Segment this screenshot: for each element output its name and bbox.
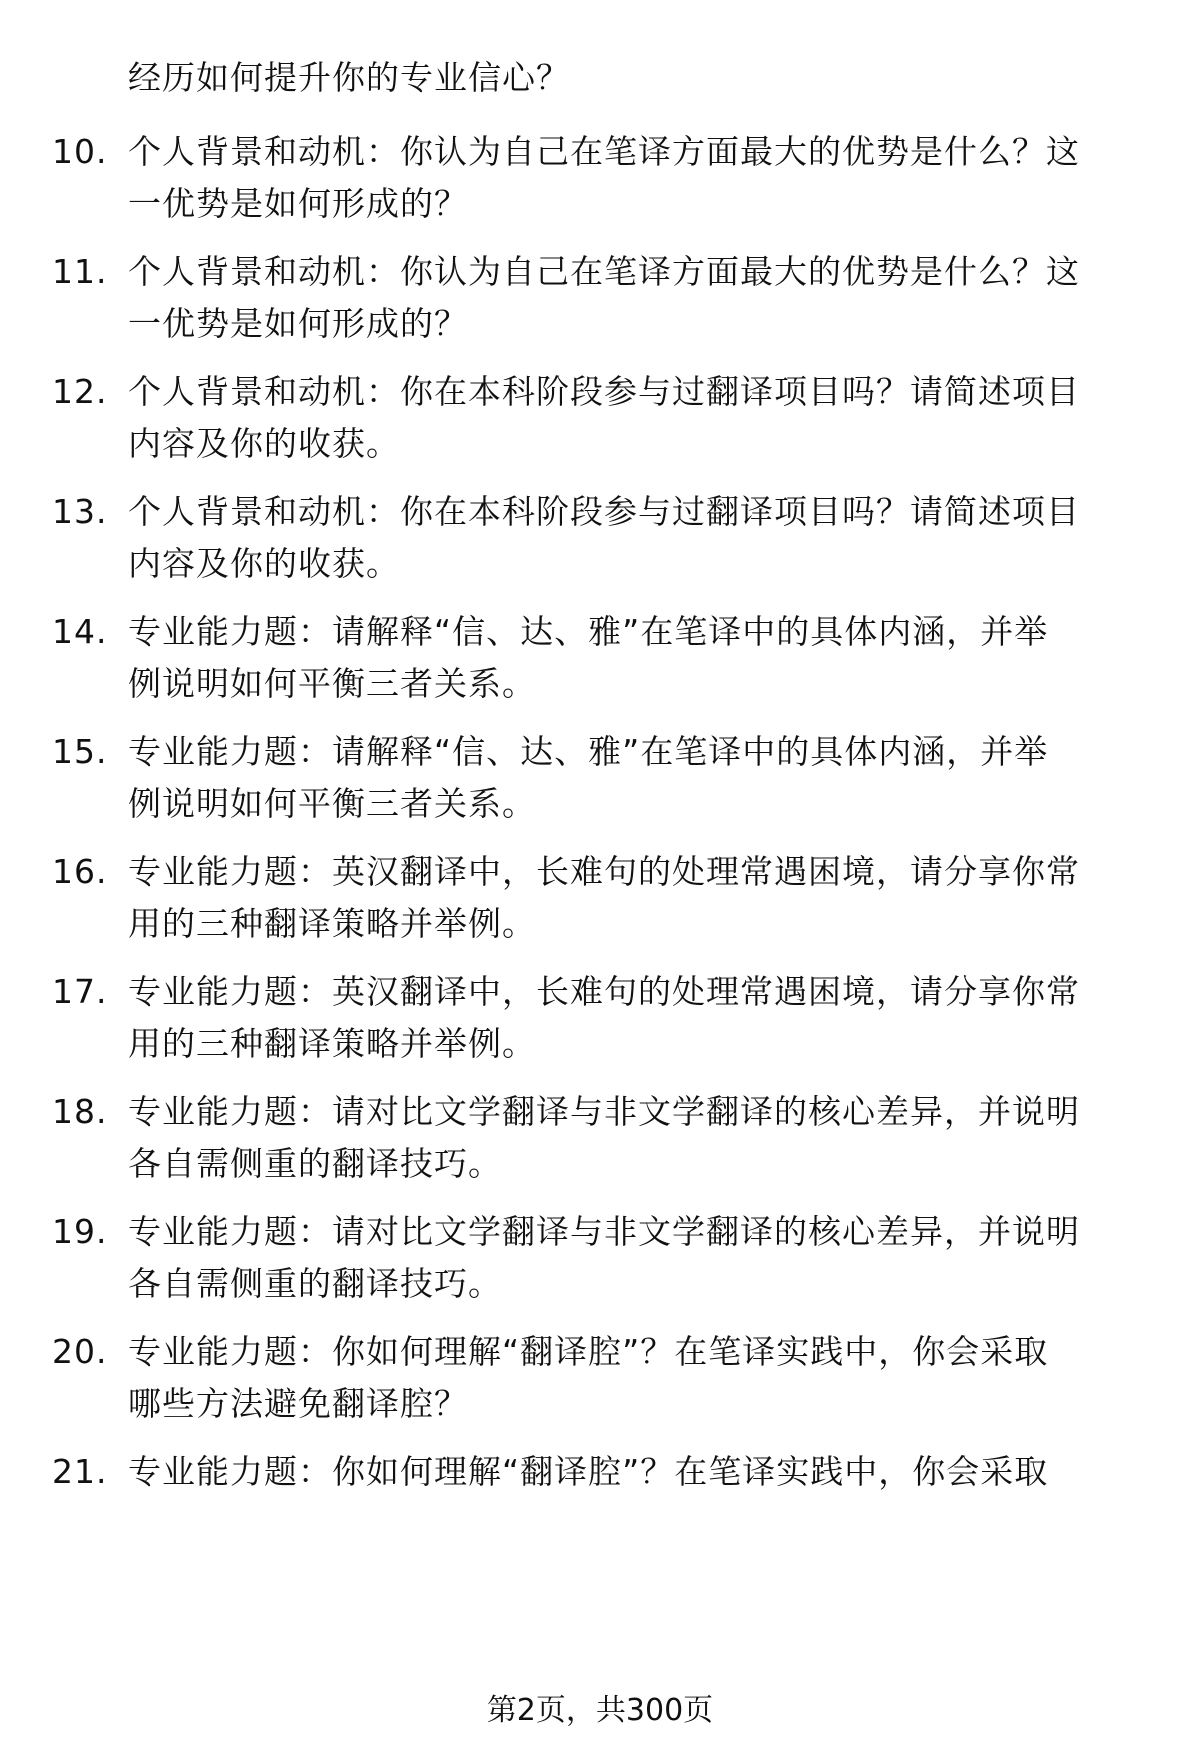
question-line: 专业能力题：你如何理解“翻译腔”？在笔译实践中，你会采取 bbox=[128, 1332, 1049, 1371]
question-line: 专业能力题：请解释“信、达、雅”在笔译中的具体内涵，并举 bbox=[128, 732, 1049, 771]
question-line: 例说明如何平衡三者关系。 bbox=[128, 664, 536, 703]
question-number: 11. bbox=[52, 252, 108, 291]
question-text bbox=[128, 1326, 1138, 1430]
question-text bbox=[128, 486, 1138, 590]
question-text bbox=[128, 726, 1138, 830]
question-number: 13. bbox=[52, 492, 108, 531]
question-text bbox=[128, 606, 1138, 710]
question-line: 一优势是如何形成的？ bbox=[128, 184, 468, 223]
question-line: 专业能力题：你如何理解“翻译腔”？在笔译实践中，你会采取 bbox=[128, 1452, 1049, 1491]
question-line: 各自需侧重的翻译技巧。 bbox=[128, 1264, 502, 1303]
question-text bbox=[128, 846, 1138, 950]
question-line: 专业能力题：英汉翻译中，长难句的处理常遇困境，请分享你常 bbox=[128, 852, 1080, 891]
question-line: 一优势是如何形成的？ bbox=[128, 304, 468, 343]
question-line: 内容及你的收获。 bbox=[128, 424, 400, 463]
question-line: 例说明如何平衡三者关系。 bbox=[128, 784, 536, 823]
question-text bbox=[128, 1206, 1138, 1310]
question-line: 专业能力题：英汉翻译中，长难句的处理常遇困境，请分享你常 bbox=[128, 972, 1080, 1011]
question-line: 内容及你的收获。 bbox=[128, 544, 400, 583]
question-text bbox=[128, 966, 1138, 1070]
question-line: 哪些方法避免翻译腔？ bbox=[128, 1384, 468, 1423]
question-line: 专业能力题：请对比文学翻译与非文学翻译的核心差异，并说明 bbox=[128, 1212, 1080, 1251]
question-number: 21. bbox=[52, 1452, 108, 1491]
question-number: 14. bbox=[52, 612, 108, 651]
question-number: 12. bbox=[52, 372, 108, 411]
question-line: 各自需侧重的翻译技巧。 bbox=[128, 1144, 502, 1183]
question-text bbox=[128, 246, 1138, 350]
question-line: 个人背景和动机：你认为自己在笔译方面最大的优势是什么？这 bbox=[128, 132, 1080, 171]
question-number: 15. bbox=[52, 732, 108, 771]
question-text bbox=[128, 126, 1138, 230]
question-number: 19. bbox=[52, 1212, 108, 1251]
question-number: 16. bbox=[52, 852, 108, 891]
question-text bbox=[128, 366, 1138, 470]
question-number: 17. bbox=[52, 972, 108, 1011]
question-line: 用的三种翻译策略并举例。 bbox=[128, 1024, 536, 1063]
question-number: 10. bbox=[52, 132, 108, 171]
question-line: 专业能力题：请对比文学翻译与非文学翻译的核心差异，并说明 bbox=[128, 1092, 1080, 1131]
question-text bbox=[128, 1446, 1138, 1498]
question-number: 18. bbox=[52, 1092, 108, 1131]
question-line: 专业能力题：请解释“信、达、雅”在笔译中的具体内涵，并举 bbox=[128, 612, 1049, 651]
question-line: 个人背景和动机：你在本科阶段参与过翻译项目吗？请简述项目 bbox=[128, 492, 1080, 531]
question-line: 个人背景和动机：你认为自己在笔译方面最大的优势是什么？这 bbox=[128, 252, 1080, 291]
continuation-text: 经历如何提升你的专业信心？ bbox=[128, 58, 570, 97]
page-footer: 第2页，共300页 bbox=[486, 1693, 714, 1728]
question-number: 20. bbox=[52, 1332, 108, 1371]
question-line: 用的三种翻译策略并举例。 bbox=[128, 904, 536, 943]
question-text bbox=[128, 1086, 1138, 1190]
question-line: 个人背景和动机：你在本科阶段参与过翻译项目吗？请简述项目 bbox=[128, 372, 1080, 411]
